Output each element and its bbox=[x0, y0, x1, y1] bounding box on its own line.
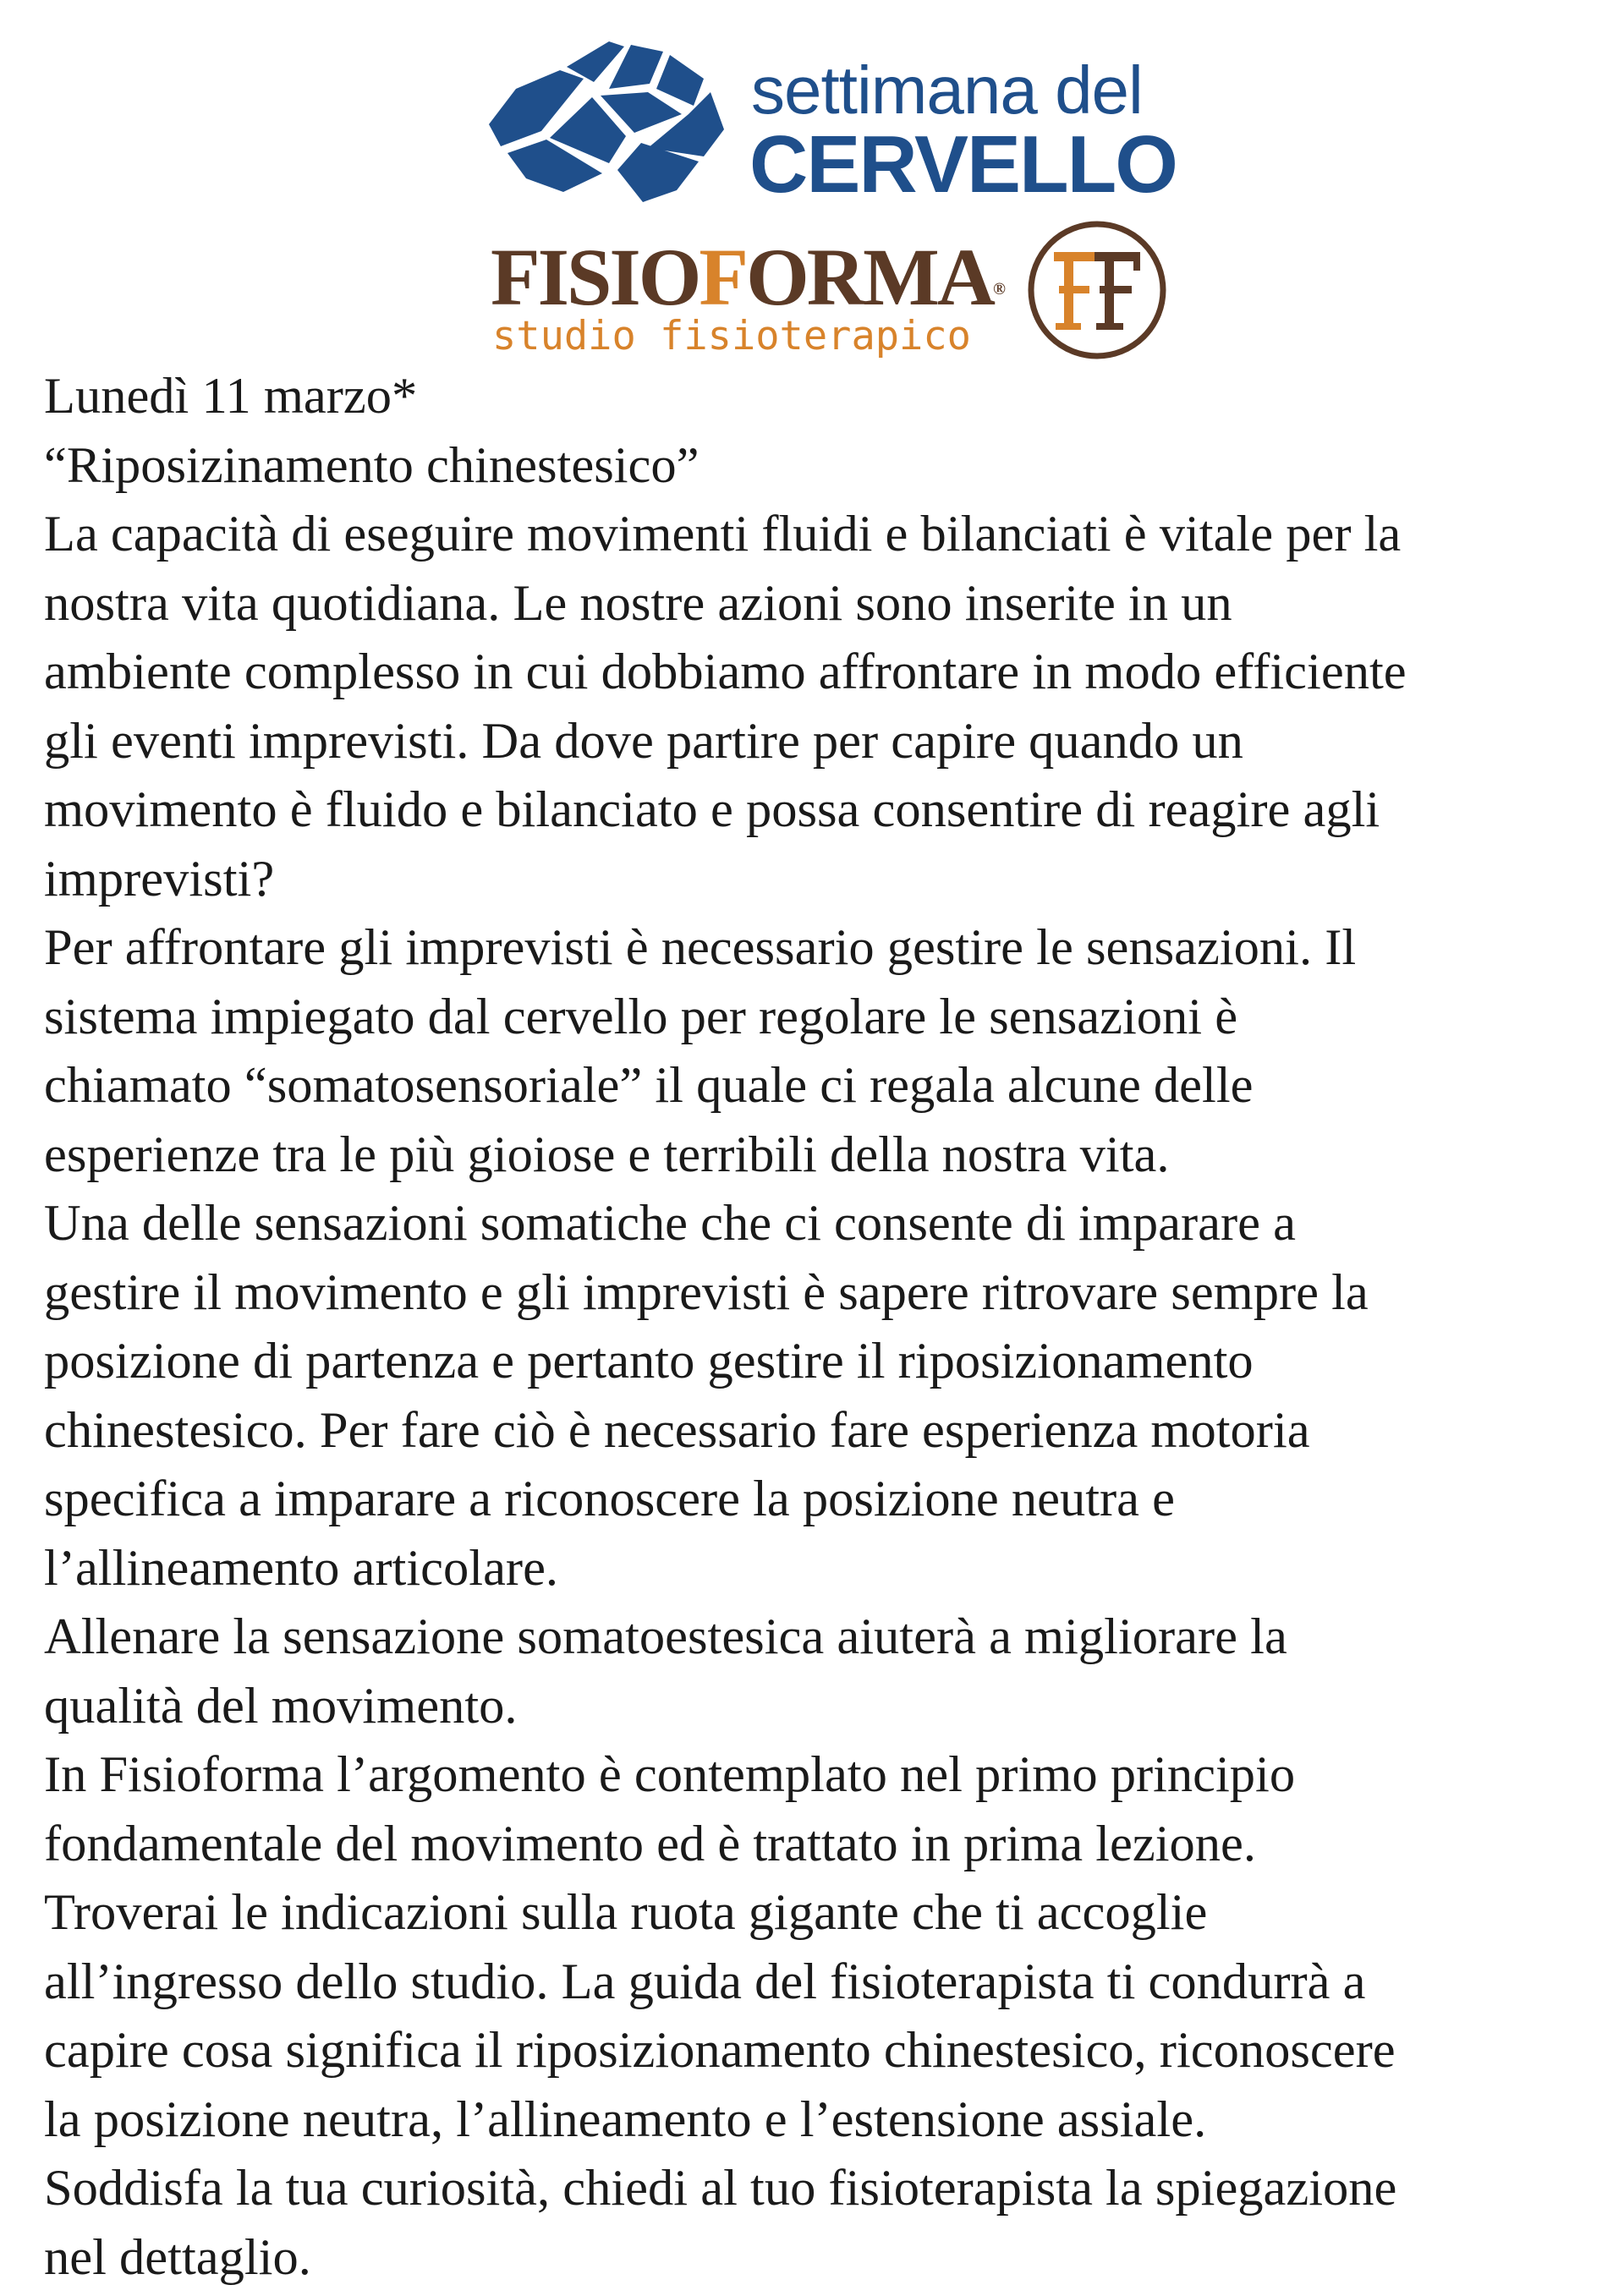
article-date: Lunedì 11 marzo* bbox=[44, 368, 418, 425]
fisioforma-logo bbox=[491, 218, 1167, 370]
brain-icon bbox=[482, 30, 727, 207]
article-line: gestire il movimento e gli imprevisti è sapere ritrovare sempre la bbox=[44, 1263, 1369, 1321]
fisioforma-word-part1: FISIO bbox=[491, 232, 700, 322]
article-line: movimento è fluido e bilanciato e possa consentire di reagire agli bbox=[44, 781, 1380, 838]
article-line: qualità del movimento. bbox=[44, 1677, 518, 1734]
fisioforma-wordmark bbox=[491, 232, 1006, 322]
article-line: ambiente complesso in cui dobbiamo affrontare in modo efficiente bbox=[44, 644, 1407, 700]
fisioforma-word-part2-initial: F bbox=[699, 232, 747, 322]
article-line: posizione di partenza e pertanto gestire il riposizionamento bbox=[44, 1333, 1254, 1389]
article-body bbox=[44, 362, 1609, 2292]
article-line: nostra vita quotidiana. Le nostre azioni sono inserite in un bbox=[44, 574, 1232, 632]
cervello-logo-line1: settimana del bbox=[751, 52, 1143, 128]
article-line: chinestesico. Per fare ciò è necessario fare esperienza motoria bbox=[44, 1401, 1310, 1459]
article-line: l’allineamento articolare. bbox=[44, 1539, 559, 1597]
article-line: fondamentale del movimento ed è trattato in prima lezione. bbox=[44, 1815, 1257, 1872]
article-line: capire cosa significa il riposizionamento chinestesico, riconoscere bbox=[44, 2022, 1396, 2079]
article-line: Allenare la sensazione somatoestesica aiuterà a migliorare la bbox=[44, 1608, 1287, 1665]
article-line: Per affrontare gli imprevisti è necessario gestire le sensazioni. Il bbox=[44, 919, 1357, 976]
fisioforma-word-part2-rest: ORMA bbox=[746, 232, 993, 322]
article-line: specifica a imparare a riconoscere la posizione neutra e bbox=[44, 1471, 1175, 1527]
article-line: nel dettaglio. bbox=[44, 2228, 311, 2286]
article-line: gli eventi imprevisti. Da dove partire per capire quando un bbox=[44, 712, 1243, 770]
article-line: Una delle sensazioni somatiche che ci consente di imparare a bbox=[44, 1195, 1296, 1252]
article-line: Soddisfa la tua curiosità, chiedi al tuo fisioterapista la spiegazione bbox=[44, 2160, 1397, 2217]
article-title: “Riposizinamento chinestesico” bbox=[44, 436, 700, 494]
article-line: sistema impiegato dal cervello per regolare le sensazioni è bbox=[44, 988, 1238, 1045]
article-line: esperienze tra le più gioiose e terribili della nostra vita. bbox=[44, 1126, 1170, 1183]
article-line: Troverai le indicazioni sulla ruota gigante che ti accoglie bbox=[44, 1884, 1208, 1941]
article-line: all’ingresso dello studio. La guida del fisioterapista ti condurrà a bbox=[44, 1953, 1366, 2010]
article-line: la posizione neutra, l’allineamento e l’estensione assiale. bbox=[44, 2091, 1207, 2148]
cervello-logo-line2: CERVELLO bbox=[749, 119, 1177, 210]
article-line: chiamato “somatosensoriale” il quale ci regala alcune delle bbox=[44, 1057, 1254, 1114]
ff-monogram-icon bbox=[1025, 218, 1169, 362]
fisioforma-tagline: studio fisioterapico bbox=[492, 313, 971, 359]
registered-mark: ® bbox=[993, 280, 1006, 299]
article-line: In Fisioforma l’argomento è contemplato nel primo principio bbox=[44, 1746, 1296, 1803]
article-line: La capacità di eseguire movimenti fluidi e bilanciati è vitale per la bbox=[44, 506, 1402, 562]
article-line: imprevisti? bbox=[44, 850, 275, 907]
settimana-del-cervello-logo bbox=[482, 30, 1177, 211]
